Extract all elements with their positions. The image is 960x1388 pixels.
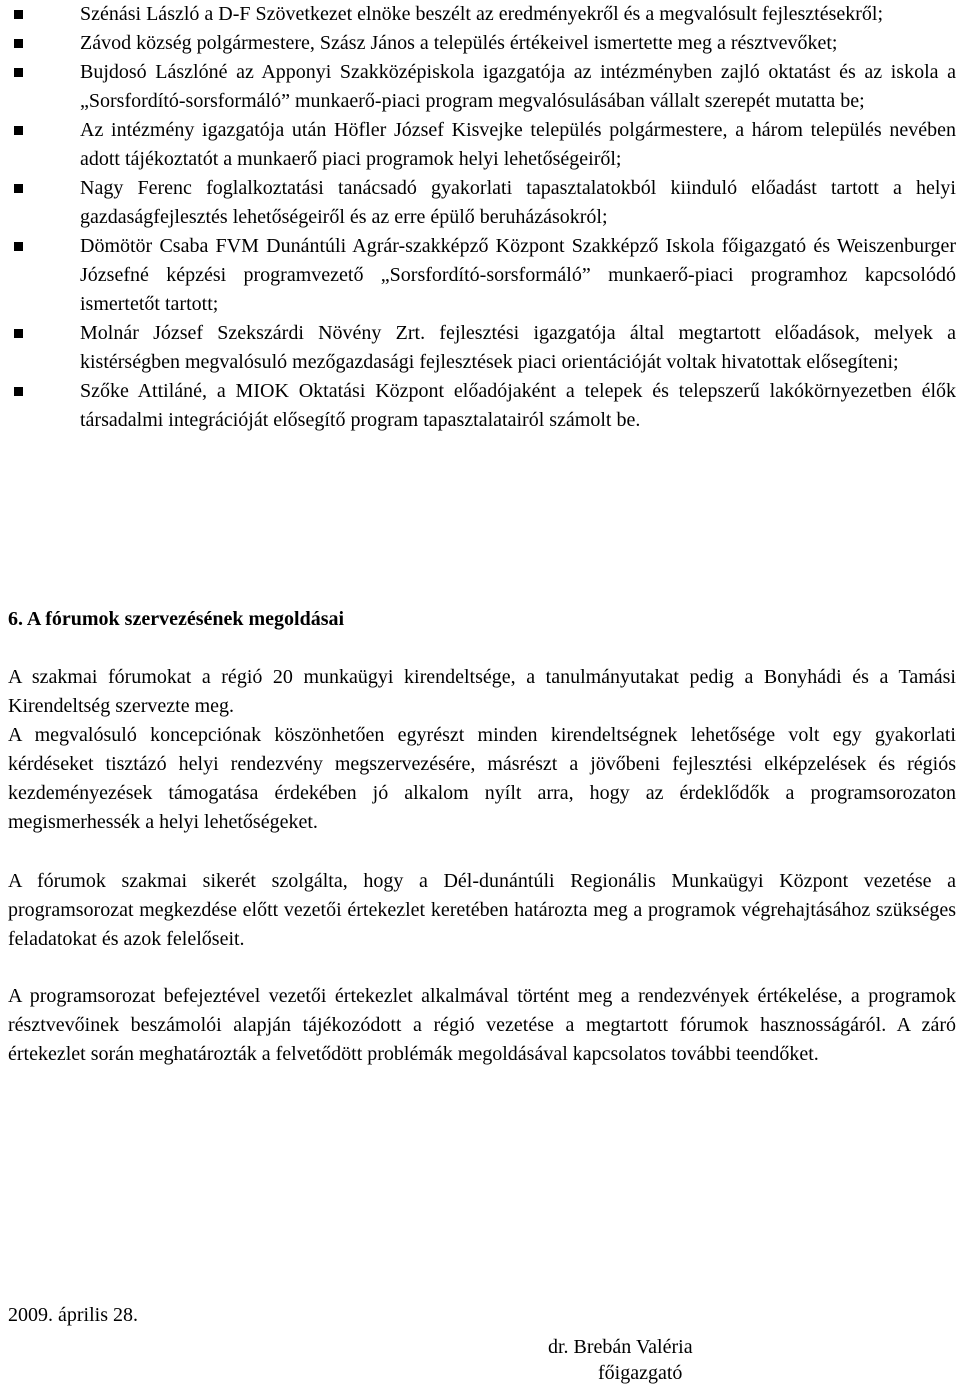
list-item <box>0 0 960 29</box>
list-item-text: Nagy Ferenc foglalkoztatási tanácsadó gyakorlati tapasztalatokból kiinduló előadást tartott a helyi gazdaságfejlesztés lehetőségeiről és az erre épülő beruházásokról; <box>80 177 956 228</box>
signer-title: főigazgató <box>598 1362 683 1384</box>
square-bullet-icon <box>14 329 23 338</box>
list-item-text: Szénási László a D-F Szövetkezet elnöke beszélt az eredményekről és a megvalósult fejlesztésekről; <box>80 3 884 25</box>
list-item-text: Szőke Attiláné, a MIOK Oktatási Központ előadójaként a telepek és telepszerű lakókörnyezetben élők társadalmi integrációját elősegítő program tapasztalatairól számolt be. <box>80 380 956 431</box>
list-item <box>0 377 960 435</box>
square-bullet-icon <box>14 387 23 396</box>
square-bullet-icon <box>14 126 23 135</box>
paragraph-organizers: A szakmai fórumokat a régió 20 munkaügyi kirendeltsége, a tanulmányutakat pedig a Bonyhádi és a Tamási Kirendeltség szervezte meg. <box>8 666 956 717</box>
section-heading: 6. A fórumok szervezésének megoldásai <box>8 608 345 630</box>
list-item-text: Dömötör Csaba FVM Dunántúli Agrár-szakképző Központ Szakképző Iskola főigazgató és Weiszenburger Józsefné képzési programvezető „Sorsfordító-sorsformáló” munkaerő-piaci programhoz kapcsolódó ismertetőt tartott; <box>80 235 956 315</box>
list-item-text: Molnár József Szekszárdi Növény Zrt. fejlesztési igazgatója által megtartott előadások, melyek a kistérségben megvalósuló mezőgazdasági fejlesztések piaci orientációját voltak hivatottak elősegíteni; <box>80 322 956 373</box>
square-bullet-icon <box>14 10 23 19</box>
paragraph-concept: A megvalósuló koncepciónak köszönhetően egyrészt minden kirendeltségnek lehetősége volt egy gyakorlati kérdéseket tisztázó helyi rendezvény megszervezésére, másrészt a jövőbeni fejlesztési elképzelések és régiós kezdeményezések támogatása érdekében jó alkalom nyílt arra, hogy az érdeklődők a programsorozaton megismerhessék a helyi lehetőségeket. <box>8 724 956 833</box>
list-item <box>0 232 960 319</box>
square-bullet-icon <box>14 184 23 193</box>
list-item-text: Závod község polgármestere, Szász János a település értékeivel ismertette meg a résztvevőket; <box>80 32 838 54</box>
signer-name: dr. Brebán Valéria <box>548 1336 693 1358</box>
list-item <box>0 116 960 174</box>
square-bullet-icon <box>14 39 23 48</box>
list-item <box>0 319 960 377</box>
list-item <box>0 58 960 116</box>
square-bullet-icon <box>14 68 23 77</box>
square-bullet-icon <box>14 242 23 251</box>
list-item-text: Bujdosó Lászlóné az Apponyi Szakközépiskola igazgatója az intézményben zajló oktatást és az iskola a „Sorsfordító-sorsformáló” munkaerő-piaci program megvalósulásában vállalt szerepét mutatta be; <box>80 61 956 112</box>
document-date: 2009. április 28. <box>8 1304 138 1326</box>
list-item <box>0 174 960 232</box>
paragraph-success: A fórumok szakmai sikerét szolgálta, hogy a Dél-dunántúli Regionális Munkaügyi Központ vezetése a programsorozat megkezdése előtt vezetői értekezlet keretében határozta meg a programok végrehajtásához szükséges feladatokat és azok felelőseit. <box>8 870 956 950</box>
list-item-text: Az intézmény igazgatója után Höfler József Kisvejke település polgármestere, a három település nevében adott tájékoztatót a munkaerő piaci programok helyi lehetőségeiről; <box>80 119 956 170</box>
speaker-list <box>0 0 960 435</box>
list-item <box>0 29 960 58</box>
paragraph-evaluation: A programsorozat befejeztével vezetői értekezlet alkalmával történt meg a rendezvények értékelése, a programok résztvevőinek beszámolói alapján tájékozódott a régió vezetése a megtartott fórumok hasznosságáról. A záró értekezlet során meghatározták a felvetődött problémák megoldásával kapcsolatos további teendőket. <box>8 985 956 1065</box>
